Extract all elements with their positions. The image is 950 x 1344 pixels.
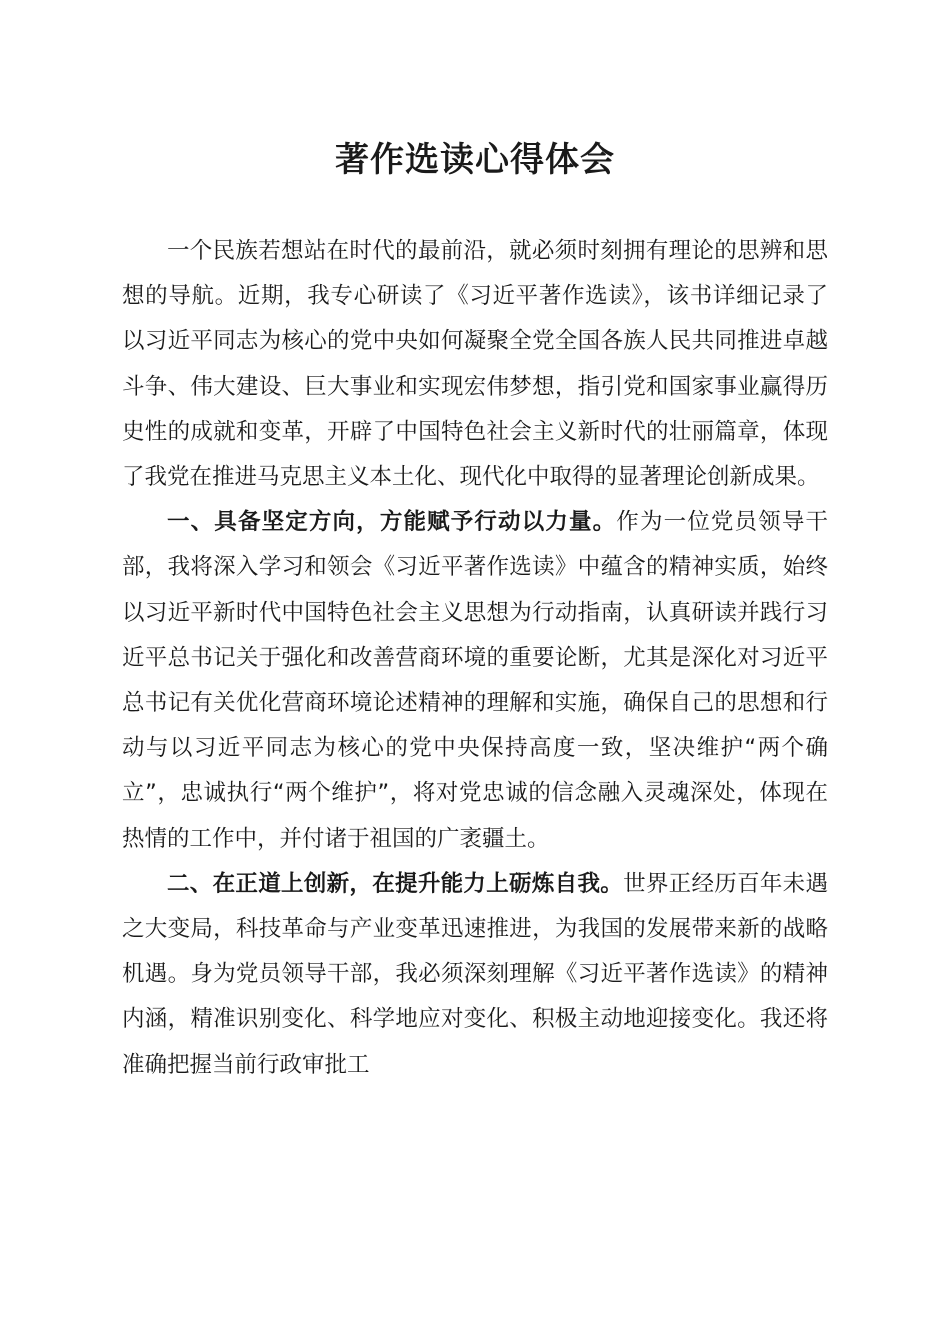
document-body <box>122 229 828 1088</box>
paragraph-intro <box>122 229 828 500</box>
paragraph-section-1 <box>122 500 828 862</box>
document-title: 著作选读心得体会 <box>335 140 615 180</box>
paragraph-section-2 <box>122 862 828 1088</box>
section-heading: 二、在正道上创新，在提升能力上砺炼自我。 <box>167 870 624 897</box>
section-heading: 一、具备坚定方向，方能赋予行动以力量。 <box>167 509 617 536</box>
paragraph-text: 一个民族若想站在时代的最前沿，就必须时刻拥有理论的思辨和思想的导航。近期，我专心研读了《习近平著作选读》，该书详细记录了以习近平同志为核心的党中央如何凝聚全党全国各族人民共同推进卓越斗争、伟大建设、巨大事业和实现宏伟梦想，指引党和国家事业赢得历史性的成就和变革，开辟了中国特色社会主义新时代的壮丽篇章，体现了我党在推进马克思主义本土化、现代化中取得的显著理论创新成果。 <box>122 238 828 491</box>
paragraph-text: 作为一位党员领导干部，我将深入学习和领会《习近平著作选读》中蕴含的精神实质，始终以习近平新时代中国特色社会主义思想为行动指南，认真研读并践行习近平总书记关于强化和改善营商环境的重要论断，尤其是深化对习近平总书记有关优化营商环境论述精神的理解和实施，确保自己的思想和行动与以习近平同志为核心的党中央保持高度一致，坚决维护“两个确立”，忠诚执行“两个维护”，将对党忠诚的信念融入灵魂深处，体现在热情的工作中，并付诸于祖国的广袤疆土。 <box>122 509 828 852</box>
paragraph-text: 世界正经历百年未遇之大变局，科技革命与产业变革迅速推进，为我国的发展带来新的战略机遇。身为党员领导干部，我必须深刻理解《习近平著作选读》的精神内涵，精准识别变化、科学地应对变化、积极主动地迎接变化。我还将准确把握当前行政审批工 <box>122 870 828 1078</box>
